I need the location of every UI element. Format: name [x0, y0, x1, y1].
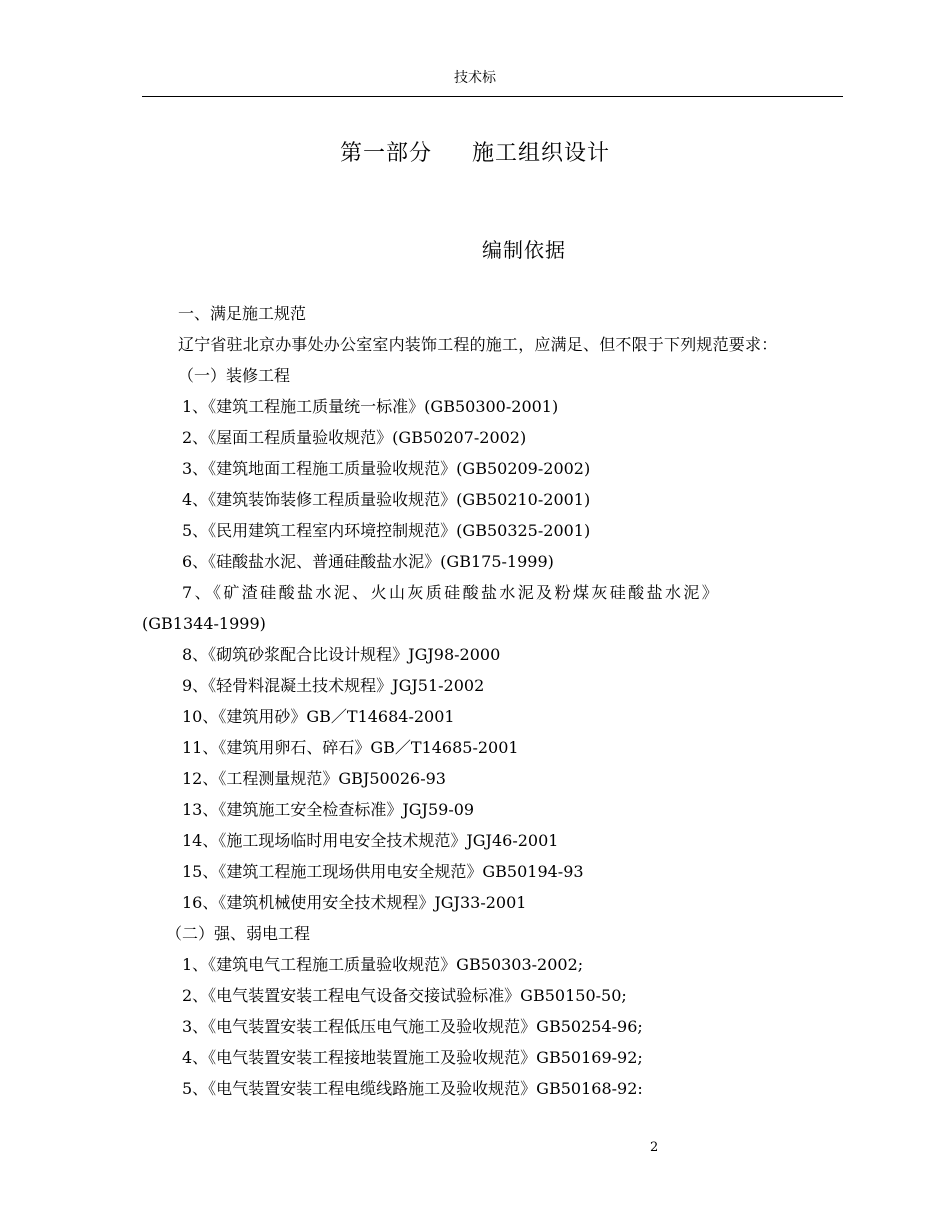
- part-title: [0, 136, 950, 167]
- list-item: 9、《轻骨料混凝土技术规程》JGJ51-2002: [182, 676, 485, 695]
- list-item: 5、《民用建筑工程室内环境控制规范》(GB50325-2001): [182, 521, 591, 540]
- list-item: 2、《屋面工程质量验收规范》(GB50207-2002): [182, 428, 527, 447]
- list-item: 2、《电气装置安装工程电气设备交接试验标准》GB50150-50;: [182, 986, 627, 1005]
- running-header: 技术标: [454, 70, 496, 86]
- list-item: 1、《建筑工程施工质量统一标准》(GB50300-2001): [182, 397, 559, 416]
- list-item: 3、《电气装置安装工程低压电气施工及验收规范》GB50254-96;: [182, 1017, 643, 1036]
- subsection-title: （二）强、弱电工程: [166, 924, 311, 943]
- page-number: 2: [650, 1140, 659, 1155]
- list-item: 3、《建筑地面工程施工质量验收规范》(GB50209-2002): [182, 459, 591, 478]
- list-item: 14、《施工现场临时用电安全技术规范》JGJ46-2001: [182, 831, 559, 850]
- list-item: 4、《建筑装饰装修工程质量验收规范》(GB50210-2001): [182, 490, 591, 509]
- list-item: 4、《电气装置安装工程接地装置施工及验收规范》GB50169-92;: [182, 1048, 643, 1067]
- heading-line: 一、满足施工规范: [178, 304, 307, 323]
- list-item: 11、《建筑用卵石、碎石》GB／T14685-2001: [182, 738, 519, 757]
- list-item: 15、《建筑工程施工现场供用电安全规范》GB50194-93: [182, 862, 584, 881]
- list-item: 8、《砌筑砂浆配合比设计规程》JGJ98-2000: [182, 645, 501, 664]
- list-item: 7、《矿渣硅酸盐水泥、火山灰质硅酸盐水泥及粉煤灰硅酸盐水泥》: [182, 583, 721, 602]
- list-item: 5、《电气装置安装工程电缆线路施工及验收规范》GB50168-92:: [182, 1079, 643, 1098]
- section-title: 编制依据: [482, 238, 566, 262]
- subsection-title: （一）装修工程: [178, 366, 291, 385]
- list-item: 16、《建筑机械使用安全技术规程》JGJ33-2001: [182, 893, 527, 912]
- part-name: 施工组织设计: [472, 141, 611, 166]
- list-item: 12、《工程测量规范》GBJ50026-93: [182, 769, 446, 788]
- list-item: 1、《建筑电气工程施工质量验收规范》GB50303-2002;: [182, 955, 584, 974]
- list-item-continuation: (GB1344-1999): [142, 614, 266, 633]
- list-item: 6、《硅酸盐水泥、普通硅酸盐水泥》(GB175-1999): [182, 552, 554, 571]
- list-item: 13、《建筑施工安全检查标准》JGJ59-09: [182, 800, 475, 819]
- header-rule: [142, 96, 843, 97]
- intro-line: 辽宁省驻北京办事处办公室室内装饰工程的施工，应满足、但不限于下列规范要求：: [178, 335, 778, 354]
- list-item: 10、《建筑用砂》GB／T14684-2001: [182, 707, 455, 726]
- part-label: 第一部分: [339, 141, 432, 166]
